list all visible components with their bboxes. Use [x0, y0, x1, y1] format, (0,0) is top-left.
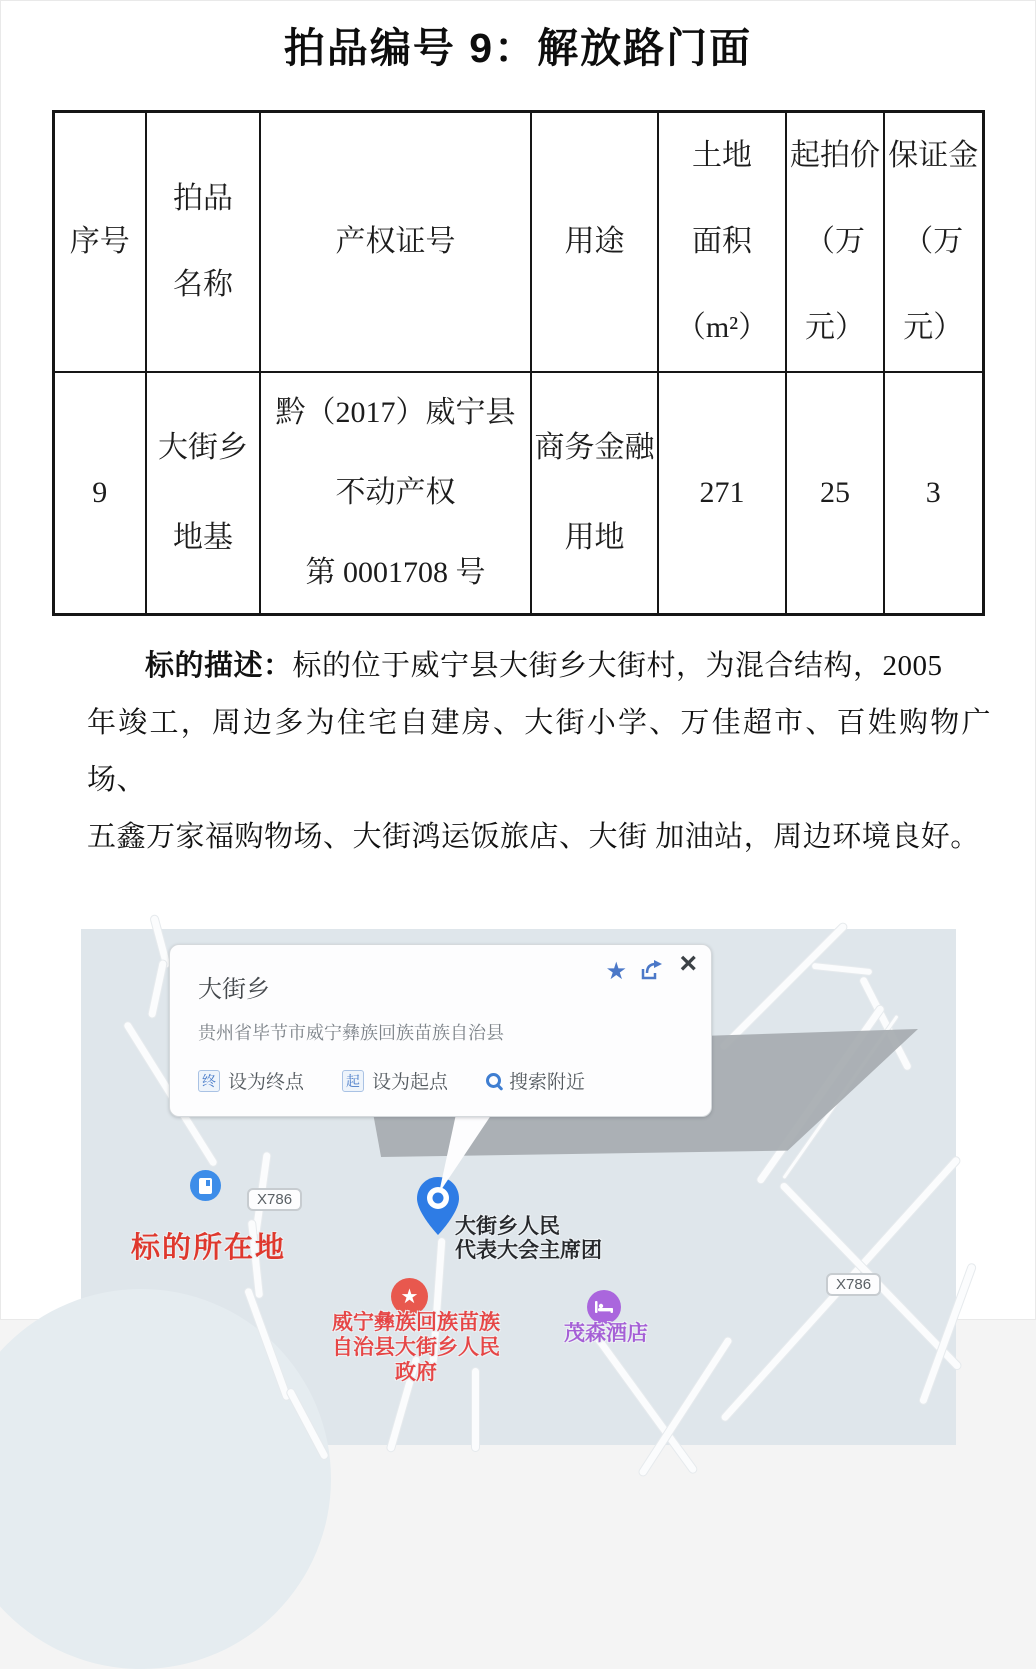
search-nearby-label: 搜索附近	[509, 1072, 586, 1093]
header-text: 序号	[69, 225, 130, 258]
description-line: 年竣工，周边多为住宅自建房、大街小学、万佳超市、百姓购物广场、	[87, 707, 991, 796]
cell-deposit: 3	[884, 372, 983, 615]
road	[147, 959, 168, 1020]
map-terrain-patch	[0, 1289, 331, 1669]
origin-badge-icon: 起	[342, 1070, 364, 1092]
header-text: 拍品	[173, 182, 233, 215]
road	[811, 962, 873, 976]
destination-badge-icon: 终	[198, 1070, 220, 1092]
header-text: 保证金	[888, 139, 979, 172]
cell-text: 黔（2017）威宁县	[275, 396, 516, 429]
assembly-hall-label	[455, 1215, 602, 1263]
target-location-label: 标的所在地	[131, 1232, 287, 1264]
favorite-star-icon[interactable]: ★	[605, 958, 627, 985]
header-seq	[53, 112, 146, 373]
hotel-label: 茂森酒店	[564, 1322, 648, 1345]
popup-place-name: 大街乡	[198, 976, 270, 1003]
popup-address: 贵州省毕节市威宁彝族回族苗族自治县	[198, 1023, 504, 1043]
cell-text: 不动产权	[335, 476, 456, 509]
close-icon[interactable]: ×	[679, 947, 697, 980]
assembly-line: 代表大会主席团	[455, 1239, 602, 1262]
cell-start-price: 25	[786, 372, 884, 615]
auction-table	[52, 110, 985, 616]
shop-icon	[199, 1178, 212, 1194]
set-destination-label: 设为终点	[228, 1072, 305, 1093]
header-text: （万元）	[805, 225, 865, 344]
poi-icon-blue[interactable]	[190, 1170, 221, 1201]
search-nearby-button[interactable]	[486, 1067, 585, 1094]
header-deposit	[884, 112, 983, 373]
cell-text: 商务金融	[534, 431, 655, 464]
government-label	[324, 1310, 508, 1385]
header-usage	[531, 112, 658, 373]
header-text: 名称	[173, 268, 233, 301]
popup-action-bar	[198, 1067, 585, 1094]
header-item-name	[146, 112, 260, 373]
search-icon	[486, 1073, 501, 1088]
cell-text: 大街乡	[158, 431, 248, 464]
cell-usage	[531, 372, 658, 615]
header-text: 产权证号	[335, 225, 456, 258]
table-header-row	[53, 112, 983, 373]
road-label-x786-right: X786	[826, 1273, 881, 1296]
cell-seq: 9	[53, 372, 146, 615]
map-canvas[interactable]	[81, 929, 956, 1445]
government-line: 自治县大街乡人民政府	[332, 1336, 500, 1384]
header-start-price	[786, 112, 884, 373]
cell-land-area: 271	[658, 372, 786, 615]
road-label-x786-left: X786	[247, 1188, 302, 1211]
header-text: 用途	[564, 225, 625, 258]
set-origin-label: 设为起点	[372, 1072, 449, 1093]
assembly-line: 大街乡人民	[455, 1215, 560, 1238]
bed-icon	[594, 1300, 614, 1314]
set-destination-button[interactable]	[198, 1067, 304, 1094]
cell-text: 用地	[564, 521, 625, 554]
header-cert-no	[260, 112, 531, 373]
target-description	[87, 638, 991, 866]
cell-cert-no	[260, 372, 531, 615]
header-land-area	[658, 112, 786, 373]
government-line: 威宁彝族回族苗族	[332, 1311, 500, 1334]
header-text: （万元）	[903, 225, 964, 344]
description-label: 标的描述：	[145, 650, 293, 682]
cell-text: 地基	[173, 521, 233, 554]
header-text: 面积（m²）	[675, 225, 769, 344]
page-title: 拍品编号 9：解放路门面	[283, 25, 753, 71]
cell-item-name	[146, 372, 260, 615]
header-text: 土地	[692, 139, 752, 172]
star-icon: ★	[400, 1285, 419, 1308]
set-origin-button[interactable]	[342, 1067, 448, 1094]
map-info-popup	[169, 944, 712, 1117]
description-text: 标的位于威宁县大街乡大街村，为混合结构，2005	[292, 650, 943, 682]
description-line: 五鑫万家福购物场、大街鸿运饭旅店、大街 加油站，周边环境良好。	[87, 821, 980, 853]
table-data-row	[53, 372, 983, 615]
description-line	[87, 638, 991, 695]
share-icon[interactable]	[639, 959, 663, 986]
header-text: 起拍价	[790, 139, 880, 172]
cell-text: 第 0001708 号	[305, 556, 486, 589]
